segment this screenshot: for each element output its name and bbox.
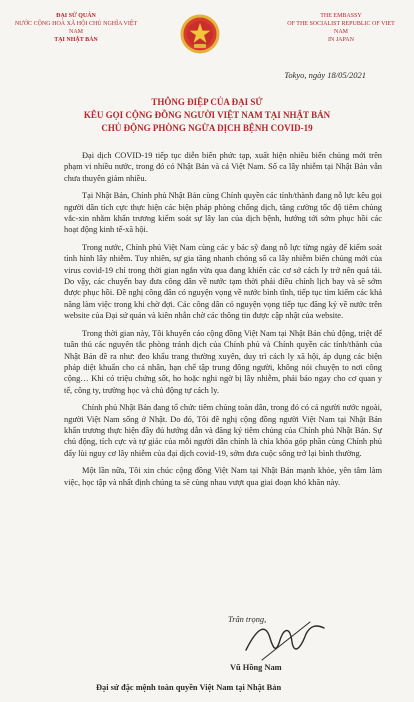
- header-left-country: NƯỚC CỘNG HOÀ XÃ HỘI CHỦ NGHĨA VIỆT NAM: [14, 21, 138, 35]
- header-right: [282, 12, 400, 44]
- signer-name: Vũ Hồng Nam: [230, 663, 282, 672]
- paragraph-4: Trong thời gian này, Tôi khuyến cáo cộng đồng Việt Nam tại Nhật Bản chủ động, triệt để tuân thủ các nguyên tắc phòng tránh dịch của Chính phủ và Chính quyền các tỉnh/thành của Nhật Bản đề ra như: đeo khẩu trang thường xuyên, duy trì cách ly xã hội, áp dụng các biện pháp diệt khuẩn cho cá nhân, hạn chế tập trung đông người, không nói chuyện to nơi công cộng… Khi có triệu chứng sốt, ho hoặc nghi ngờ bị lây nhiễm, phải báo ngay cho cơ quan y tế, công ty, trường học và chủ động tự cách ly.: [64, 328, 382, 395]
- national-emblem-icon: [180, 14, 220, 54]
- signer-title: Đại sứ đặc mệnh toàn quyền Việt Nam tại Nhật Bản: [96, 683, 282, 692]
- paragraph-3: Trong nước, Chính phủ Việt Nam cùng các y bác sỹ đang nỗ lực từng ngày để kiểm soát tình hình lây nhiễm. Tuy nhiên, sự gia tăng nhanh chóng số ca lây nhiễm biến chủng mới của virus covid-19 chỉ trong thời gian ngắn vừa qua đang khiến các cơ sở cách ly trở nên quá tải. Do vậy, các chuyến bay đưa công dân về nước tạm thời phải điều chỉnh lịch bay và sẽ sớm được phục hồi. Đề nghị công dân có nguyện vọng về nước bình tĩnh, tiếp tục tìm kiếm các khả năng làm việc trong khi chờ đợi. Các công dân có nguyện vọng tiếp tục đăng ký về nước trên website của Đại sứ quán và kiên nhẫn chờ các thông tin được cập nhật của website.: [64, 242, 382, 321]
- paragraph-6: Một lần nữa, Tôi xin chúc cộng đồng Việt Nam tại Nhật Bản mạnh khỏe, yên tâm làm việc, học tập và nhất định chúng ta sẽ cùng nhau vượt qua giai đoạn khó khăn này.: [64, 466, 382, 487]
- header-left-org: ĐẠI SỨ QUÁN: [56, 13, 96, 19]
- header-right-line2: OF THE SOCIALIST REPUBLIC OF VIET NAM: [287, 21, 395, 35]
- closing-salutation: Trân trọng,: [228, 615, 267, 624]
- title-line2: KÊU GỌI CỘNG ĐỒNG NGƯỜI VIỆT NAM TẠI NHẬT BẢN: [83, 110, 331, 120]
- letter-date: Tokyo, ngày 18/05/2021: [284, 70, 366, 80]
- paragraph-5: Chính phủ Nhật Bản đang tổ chức tiêm chủng toàn dân, trong đó có cả người nước ngoài, người Việt Nam sống ở Nhật. Do đó, Tôi đề nghị cộng đồng người Việt Nam tại Nhật Bản khẩn trương thực hiện đầy đủ hướng dẫn và đăng ký tiêm chủng của Chính phủ Nhật Bản. Sự chủ động, tích cực và tự giác của mỗi người dân chính là chìa khóa góp phần cùng Chính phủ đẩy lùi nguy cơ lây nhiễm của đại dịch covid-19, sớm đưa cuộc sống trở lại bình thường.: [64, 403, 382, 458]
- title-line1: THÔNG ĐIỆP CỦA ĐẠI SỨ: [151, 97, 263, 107]
- header-left-location: TẠI NHẬT BẢN: [54, 37, 98, 43]
- title-line3: CHỦ ĐỘNG PHÒNG NGỪA DỊCH BỆNH COVID-19: [101, 123, 313, 133]
- letter-titles: [0, 96, 414, 135]
- header-right-line3: IN JAPAN: [328, 37, 354, 43]
- header-left: [12, 12, 140, 44]
- header-right-line1: THE EMBASSY: [320, 13, 362, 19]
- paragraph-2: Tại Nhật Bản, Chính phủ Nhật Bản cùng Chính quyền các tỉnh/thành đang nỗ lực kêu gọi người dân tích cực thực hiện các biện pháp phòng chống dịch, tăng cường tốc độ tiêm chủng vắc-xin nhằm khẩn trương kiểm soát sự lây lan của dịch bệnh, hướng tới sớm phục hồi các hoạt động kinh tế-xã hội.: [64, 191, 382, 235]
- paragraph-1: Đại dịch COVID-19 tiếp tục diễn biến phức tạp, xuất hiện nhiều biến chủng mới trên phạm vi nhiều nước, trong đó có Nhật Bản và cả Việt Nam. Số ca lây nhiễm tại Nhật Bản vẫn chưa thuyên giảm nhiều.: [64, 151, 382, 183]
- handwritten-signature-icon: [240, 620, 330, 664]
- letter-body: [64, 150, 382, 494]
